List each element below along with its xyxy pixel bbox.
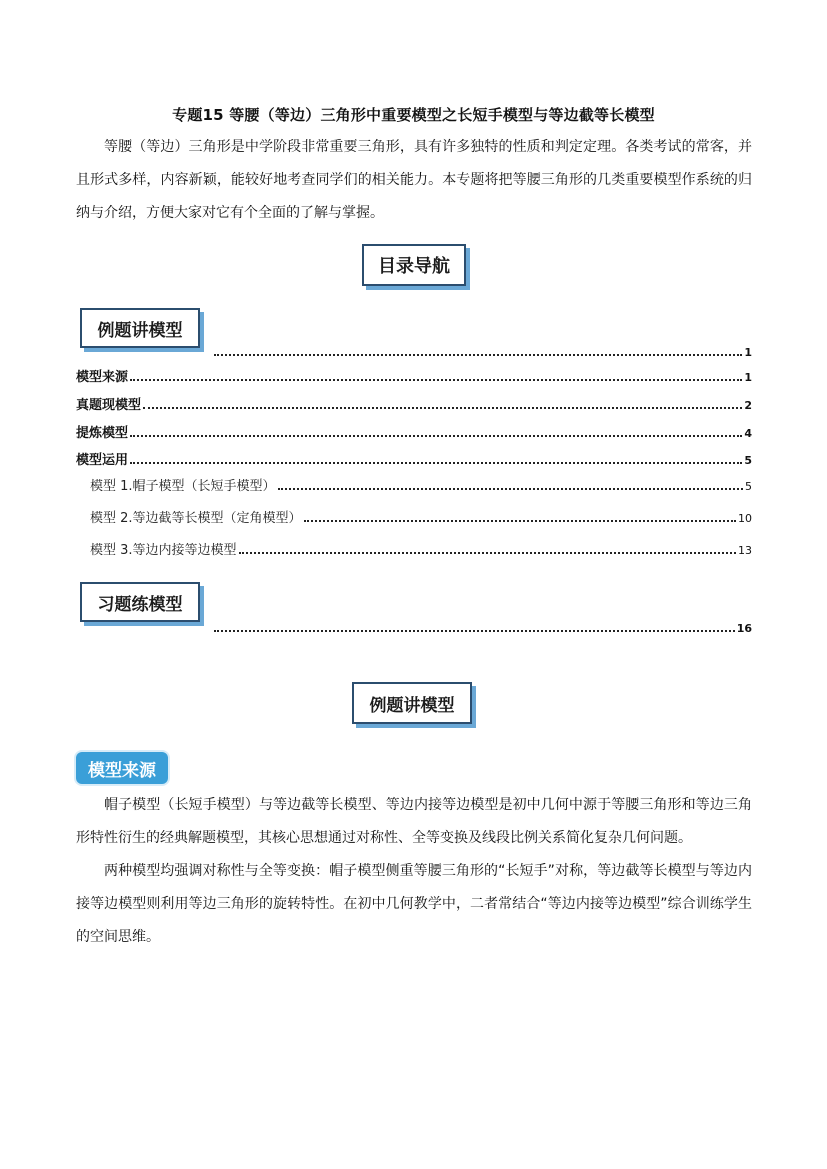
page-title: 专题15 等腰（等边）三角形中重要模型之长短手模型与等边截等长模型 [172,106,655,124]
toc-label: 模型来源 [76,370,129,385]
toc-subrow[interactable] [90,510,752,528]
toc-leader [278,487,743,490]
examples-heading: 例题讲模型 [80,308,200,348]
toc-page: 5 [744,454,752,467]
toc-page: 4 [744,427,752,440]
toc-page: 5 [745,480,752,493]
body-paragraph-1: 帽子模型（长短手模型）与等边截等长模型、等边内接等边模型是初中几何中源于等腰三角形和等边三角形特性衍生的经典解题模型，其核心思想通过对称性、全等变换及线段比例关系简化复杂几何问题。 [76,797,752,846]
toc-page: 10 [738,512,752,525]
nav-heading: 目录导航 [362,244,466,286]
toc-leader [239,551,736,554]
toc-page: 2 [744,399,752,412]
toc-leader [143,406,742,409]
toc-leader [214,353,742,356]
examples-section-heading: 例题讲模型 [352,682,472,724]
toc-label: 模型运用 [76,453,129,468]
toc-page: 1 [744,346,752,359]
toc-page: 1 [744,371,752,384]
toc-label: 模型 2.等边截等长模型（定角模型） [90,511,302,526]
toc-subrow[interactable] [90,478,752,496]
intro-paragraph: 等腰（等边）三角形是中学阶段非常重要三角形，具有许多独特的性质和判定定理。各类考试的常客，并且形式多样，内容新颖，能较好地考查同学们的相关能力。本专题将把等腰三角形的几类重要模型作系统的归纳与介绍，方便大家对它有个全面的了解与掌握。 [76,139,752,221]
toc-label: 模型 1.帽子模型（长短手模型） [90,479,276,494]
exercises-heading: 习题练模型 [80,582,200,622]
toc-label: 模型 3.等边内接等边模型 [90,543,237,558]
toc-row-examples[interactable] [212,344,752,362]
toc-leader [214,629,735,632]
toc-leader [130,434,742,437]
toc-row[interactable] [76,452,752,470]
toc-row-exercises[interactable] [212,620,752,638]
toc-label: 真题现模型 [76,398,142,413]
toc-leader [304,519,736,522]
toc-row[interactable] [76,397,752,415]
toc-leader [130,461,742,464]
model-source-badge: 模型来源 [76,752,168,784]
toc-row[interactable] [76,425,752,443]
toc-leader [130,378,742,381]
toc-page: 13 [738,544,752,557]
toc-label: 提炼模型 [76,426,129,441]
toc-subrow[interactable] [90,542,752,560]
body-paragraph-2: 两种模型均强调对称性与全等变换：帽子模型侧重等腰三角形的“长短手”对称，等边截等长模型与等边内接等边模型则利用等边三角形的旋转特性。在初中几何教学中，二者常结合“等边内接等边模型”综合训练学生的空间思维。 [76,863,752,945]
toc-page: 16 [736,622,752,635]
toc-row[interactable] [76,369,752,387]
